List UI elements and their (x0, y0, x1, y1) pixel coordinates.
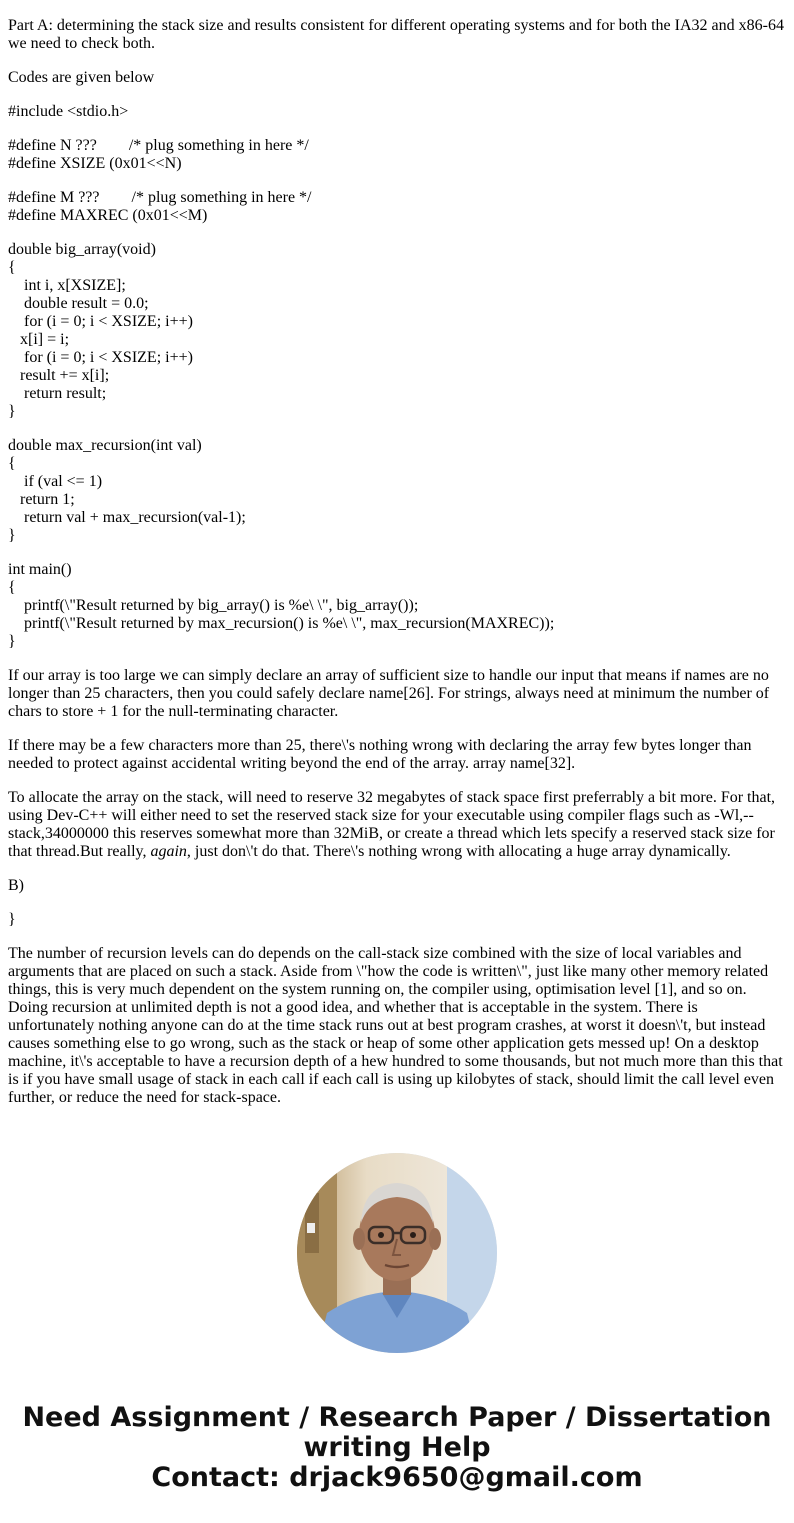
section-b-label: B) (8, 877, 24, 894)
stack-allocation-text-end: , just don\'t do that. There\'s nothing wrong with allocating a huge array dynamically. (186, 843, 731, 860)
code-line: x[i] = i; (8, 331, 70, 348)
footer-line-1: Need Assignment / Research Paper / Dissertation (22, 1402, 772, 1433)
code-line: double big_array(void) (8, 241, 156, 258)
emphasis-again: again (150, 843, 187, 860)
code-line: return val + max_recursion(val-1); (8, 509, 246, 526)
code-line: for (i = 0; i < XSIZE; i++) (8, 313, 193, 330)
code-line: #define XSIZE (0x01<<N) (8, 155, 182, 172)
code-line: printf(\"Result returned by max_recursion() is %e\ \", max_recursion(MAXREC)); (8, 615, 555, 632)
code-include (8, 103, 786, 121)
code-main (8, 561, 786, 651)
code-line: for (i = 0; i < XSIZE; i++) (8, 349, 193, 366)
code-line: #define MAXREC (0x01<<M) (8, 207, 208, 224)
code-line: return 1; (8, 491, 75, 508)
code-line: } (8, 403, 16, 420)
code-line: result += x[i]; (8, 367, 110, 384)
stack-allocation-text: To allocate the array on the stack, will need to reserve 32 megabytes of stack space first preferrably a bit more. For that, using Dev-C++ will either need to set the reserved stack size for your executable using compiler flags such as -Wl,--stack,34000000 this reserves somewhat more than 32MiB, or create a thread which lets specify a reserved stack size for that thread.But really, (8, 789, 776, 860)
code-line: #include <stdio.h> (8, 103, 129, 120)
closing-brace: } (8, 911, 16, 928)
code-line: int i, x[XSIZE]; (8, 277, 126, 294)
code-line: #define N ??? /* plug something in here */ (8, 137, 309, 154)
footer-contact: Contact: drjack9650@gmail.com (151, 1462, 643, 1493)
person-photo-illustration (297, 1153, 497, 1353)
document-body (8, 17, 786, 1123)
footer-banner (0, 1403, 794, 1493)
code-line: int main() (8, 561, 72, 578)
code-big-array (8, 241, 786, 421)
array-size-paragraph: If our array is too large we can simply declare an array of sufficient size to handle our input that means if names are no longer than 25 characters, then you could safely declare name[26]. For strings, always need at minimum the number of chars to store + 1 for the null-terminating character. (8, 667, 770, 720)
code-max-recursion (8, 437, 786, 545)
footer-line-2: writing Help (303, 1432, 491, 1463)
code-line: } (8, 527, 16, 544)
extra-bytes-paragraph: If there may be a few characters more than 25, there\'s nothing wrong with declaring the array few bytes longer than needed to protect against accidental writing beyond the end of the array. array name[32]. (8, 737, 752, 772)
code-line: return result; (8, 385, 107, 402)
code-line: double max_recursion(int val) (8, 437, 202, 454)
code-define-m (8, 189, 786, 225)
code-line: double result = 0.0; (8, 295, 149, 312)
code-line: { (8, 579, 16, 596)
code-define-n (8, 137, 786, 173)
recursion-levels-paragraph: The number of recursion levels can do depends on the call-stack size combined with the size of local variables and arguments that are placed on such a stack. Aside from \"how the code is written\", just like many other memory related things, this is very much dependent on the system running on, the compiler using, optimisation level [1], and so on. Doing recursion at unlimited depth is not a good idea, and whether that is acceptable in the system. There is unfortunately nothing anyone can do at the time stack runs out at best program crashes, at worst it doesn\'t, but instead causes something else to go wrong, such as the stack or heap of some other application gets messed up! On a desktop machine, it\'s acceptable to have a recursion depth of a hew hundred to some thousands, but not much more than this that is if you have small usage of stack in each call if each call is using up kilobytes of stack, should limit the call level even further, or reduce the need for stack-space. (8, 945, 783, 1106)
avatar (297, 1153, 497, 1353)
code-line: if (val <= 1) (8, 473, 103, 490)
code-line: { (8, 259, 16, 276)
code-line: { (8, 455, 16, 472)
codes-label: Codes are given below (8, 69, 155, 86)
code-line: printf(\"Result returned by big_array() is %e\ \", big_array()); (8, 597, 419, 614)
intro-paragraph: Part A: determining the stack size and results consistent for different operating systems and for both the IA32 and x86-64 we need to check both. (8, 17, 784, 52)
code-line: #define M ??? /* plug something in here */ (8, 189, 312, 206)
code-line: } (8, 633, 16, 650)
stack-allocation-paragraph (8, 789, 786, 861)
